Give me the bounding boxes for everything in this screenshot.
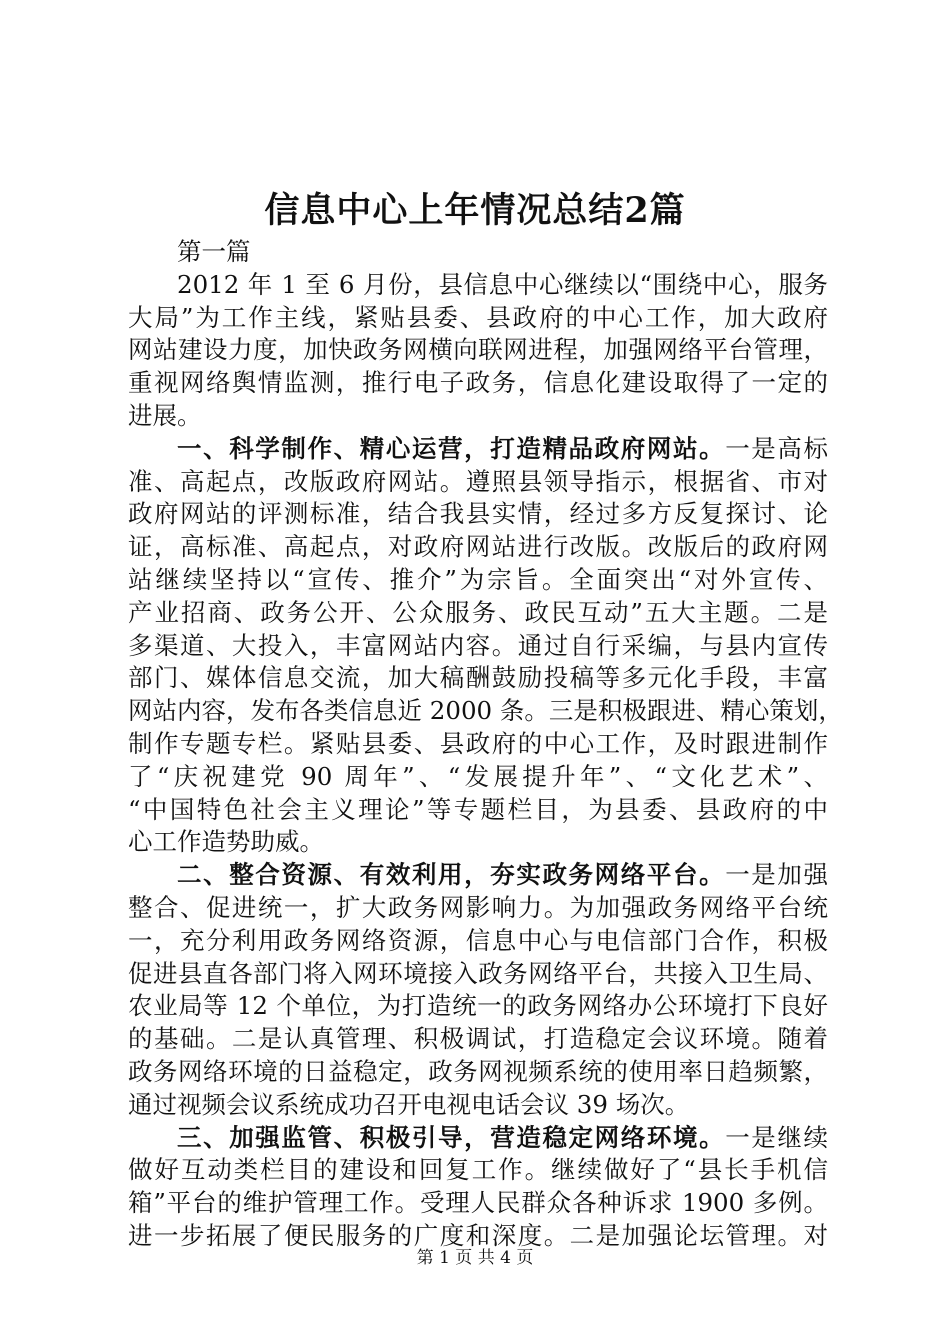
text-line: 网站内容，发布各类信息近 2000 条。三是积极跟进、精心策划，: [128, 696, 843, 726]
text-line: 2012 年 1 至 6 月份，县信息中心继续以“围绕中心，服务: [177, 269, 828, 299]
text-line: 制作专题专栏。紧贴县委、县政府的中心工作，及时跟进制作: [128, 728, 828, 758]
heading-continuation: 一是加强: [725, 860, 828, 890]
page-footer: 第 1 页 共 4 页: [416, 1248, 534, 1268]
text-line: 心工作造势助威。: [128, 827, 324, 857]
text-line: 政府网站的评测标准，结合我县实情，经过多方反复探讨、论: [128, 499, 828, 529]
heading-continuation: 一是继续: [725, 1122, 828, 1152]
text-line: [128, 1122, 828, 1155]
text-line: “中国特色社会主义理论”等专题栏目，为县委、县政府的中: [128, 794, 828, 824]
text-line: 箱”平台的维护管理工作。受理人民群众各种诉求 1900 多例。: [128, 1188, 828, 1218]
text-line: [128, 859, 828, 892]
text-line: 了“庆祝建党 90 周年”、“发展提升年”、“文化艺术”、: [128, 761, 828, 791]
text-line: 部门、媒体信息交流，加大稿酬鼓励投稿等多元化手段，丰富: [128, 663, 828, 693]
text-line: 农业局等 12 个单位，为打造统一的政务网络办公环境打下良好: [128, 991, 828, 1021]
document-title: 信息中心上年情况总结2篇: [264, 190, 686, 231]
text-line: 网站建设力度，加快政务网横向联网进程，加强网络平台管理，: [128, 335, 828, 365]
text-line: 重视网络舆情监测，推行电子政务，信息化建设取得了一定的: [128, 368, 828, 398]
text-line: [128, 433, 828, 466]
text-line: 通过视频会议系统成功召开电视电话会议 39 场次。: [128, 1089, 690, 1119]
text-line: 的基础。二是认真管理、积极调试，打造稳定会议环境。随着: [128, 1024, 828, 1054]
text-line: 进展。: [128, 400, 202, 430]
text-line: 站继续坚持以“宣传、推介”为宗旨。全面突出“对外宣传、: [128, 564, 828, 594]
section-heading: 一、科学制作、精心运营，打造精品政府网站。: [177, 433, 726, 463]
paragraph: [128, 269, 828, 433]
text-line: 一，充分利用政务网络资源，信息中心与电信部门合作，积极: [128, 925, 828, 955]
text-line: 做好互动类栏目的建设和回复工作。继续做好了“县长手机信: [128, 1155, 828, 1185]
paragraph: [128, 859, 828, 1121]
document-body: [128, 236, 843, 1253]
section-heading: 二、整合资源、有效利用，夯实政务网络平台。: [177, 860, 726, 890]
text-line: 政务网络环境的日益稳定，政务网视频系统的使用率日趋频繁，: [128, 1056, 828, 1086]
text-line: 整合、促进统一，扩大政务网影响力。为加强政务网络平台统: [128, 892, 828, 922]
text-line: 产业招商、政务公开、公众服务、政民互动”五大主题。二是: [128, 597, 828, 627]
paragraph: [128, 1122, 828, 1253]
text-line: 进一步拓展了便民服务的广度和深度。二是加强论坛管理。对: [128, 1220, 828, 1250]
text-line: 证，高标准、高起点，对政府网站进行改版。改版后的政府网: [128, 532, 828, 562]
section-heading: 三、加强监管、积极引导，营造稳定网络环境。: [177, 1122, 726, 1152]
paragraph: [128, 433, 843, 859]
text-line: 大局”为工作主线，紧贴县委、县政府的中心工作，加大政府: [128, 302, 828, 332]
section-label: 第一篇: [177, 237, 251, 266]
text-line: 多渠道、大投入，丰富网站内容。通过自行采编，与县内宣传: [128, 630, 828, 660]
heading-continuation: 一是高标: [725, 433, 828, 463]
text-line: 促进县直各部门将入网环境接入政务网络平台，共接入卫生局、: [128, 958, 828, 988]
text-line: 准、高起点，改版政府网站。遵照县领导指示，根据省、市对: [128, 466, 828, 496]
